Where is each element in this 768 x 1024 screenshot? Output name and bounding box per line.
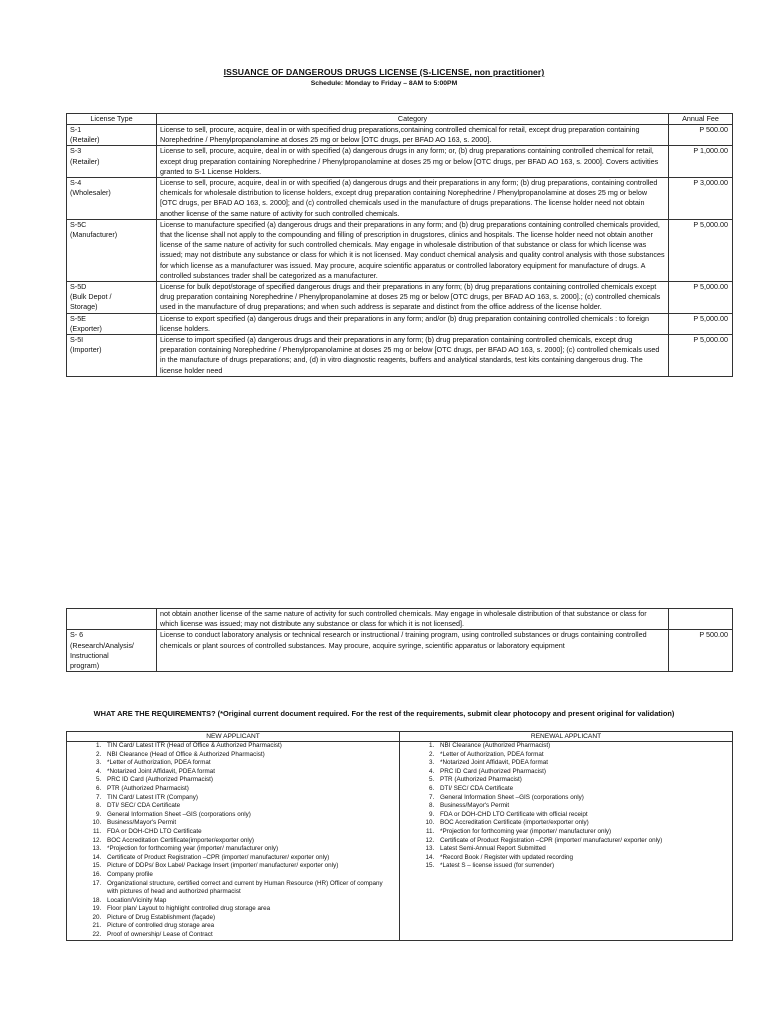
license-type: S-5D (Bulk Depot / Storage) [67, 282, 157, 314]
requirement-item: 17. Organizational structure, certified correct and current by Human Resource (HR) Officer of company with pictures of head and authorized pharmacist [103, 880, 395, 897]
requirements-heading: WHAT ARE THE REQUIREMENTS? (*Original current document required. For the rest of the requirements, submit clear photocopy and present original for validation) [93, 709, 675, 718]
annual-fee: P 3,000.00 [669, 178, 733, 220]
requirement-item: 1. NBI Clearance (Authorized Pharmacist) [436, 742, 728, 751]
license-row-s6 [67, 630, 733, 672]
header-annual-fee: Annual Fee [669, 114, 733, 125]
license-category: License to export specified (a) dangerous drugs and their preparations in any form; and/or (b) drug preparation containing controlled chemicals : to foreign license holders. [157, 313, 669, 334]
document-title: ISSUANCE OF DANGEROUS DRUGS LICENSE (S-LICENSE, non practitioner) [223, 67, 545, 77]
new-applicant-list [67, 742, 399, 940]
license-category: License to sell, procure, acquire, deal in or with specified (a) dangerous drugs in any form; or, (b) drug preparations containing controlled chemical for retail, except drug preparation containing Norephedrine / Phenylpropanolamine at doses 25 mg or below [OTC drugs, per BFAD AO 163, s. 2000]. Covers activities granted to S-1 License Holders. [157, 146, 669, 178]
requirement-item: 9. FDA or DOH-CHD LTO Certificate with official receipt [436, 811, 728, 820]
license-table-header [67, 114, 733, 125]
requirement-item: 15. *Latest S – license issued (for surrender) [436, 862, 728, 871]
requirement-item: 2. *Letter of Authorization, PDEA format [436, 751, 728, 760]
requirement-item: 11. *Projection for forthcoming year (importer/ manufacturer only) [436, 828, 728, 837]
requirement-item: 12. Certificate of Product Registration –CPR (importer/ manufacturer/ exporter only) [436, 837, 728, 846]
renewal-applicant-cell [400, 742, 733, 941]
requirement-item: 3. *Letter of Authorization, PDEA format [103, 759, 395, 768]
requirement-item: 7. TIN Card/ Latest ITR (Company) [103, 794, 395, 803]
license-row-s5c [67, 219, 733, 281]
license-category: License to conduct laboratory analysis or technical research or instructional / training program, using controlled substances or drugs containing controlled chemicals or plant sources of controlled substances. May procure, acquire syringe, scientific apparatus or laboratory equipment [157, 630, 669, 672]
annual-fee: P 5,000.00 [669, 335, 733, 377]
requirement-item: 6. DTI/ SEC/ CDA Certificate [436, 785, 728, 794]
header-category: Category [157, 114, 669, 125]
requirement-item: 14. Certificate of Product Registration –CPR (importer/ manufacturer/ exporter only) [103, 854, 395, 863]
requirement-item: 2. NBI Clearance (Head of Office & Authorized Pharmacist) [103, 751, 395, 760]
requirement-item: 5. PTR (Authorized Pharmacist) [436, 776, 728, 785]
requirement-item: 8. DTI/ SEC/ CDA Certificate [103, 802, 395, 811]
requirements-lists-row [67, 742, 733, 941]
license-category: License for bulk depot/storage of specified dangerous drugs and their preparations in any form; (b) drug preparations containing controlled chemicals except drug preparation containing Norephedrine / Phenylpropanolamine at doses 25 mg or below [OTC drugs, per BFAD AO 163, s. 2000].; (c) controlled chemicals used in the manufacture of drug preparations; and when such address is separate and distinct from the office address of the license holder. [157, 282, 669, 314]
requirement-item: 7. General Information Sheet –GIS (corporations only) [436, 794, 728, 803]
annual-fee: P 500.00 [669, 125, 733, 146]
license-type: S-1 (Retailer) [67, 125, 157, 146]
requirement-item: 6. PTR (Authorized Pharmacist) [103, 785, 395, 794]
requirement-item: 16. Company profile [103, 871, 395, 880]
requirement-item: 10. BOC Accreditation Certificate (importer/exporter only) [436, 819, 728, 828]
license-category: License to import specified (a) dangerous drugs and their preparations in any form; (b) drug preparation containing controlled chemicals, except drug preparation containing Norephedrine / Phenylpropanolamine at doses 25 mg or below [OTC drugs, per BFAD AO 163, s. 2000]; (c) controlled chemicals used in the manufacture of drugs preparations; and, (d) in vitro diagnostic reagents, buffers and analytical standards, test kits containing dangerous drug. The license holder need [157, 335, 669, 377]
requirement-item: 4. PRC ID Card (Authorized Pharmacist) [436, 768, 728, 777]
license-type [67, 609, 157, 630]
license-category: not obtain another license of the same nature of activity for such controlled chemicals. May engage in wholesale distribution of that substance or class for which license was issued; may not distribute any substance or class for which it is not licensed]. [157, 609, 669, 630]
license-category: License to sell, procure, acquire, deal in or with specified drug preparations,containing controlled chemical for retail, except drug preparation containing Norephedrine / Phenylpropanolamine at doses 25 mg or below [OTC drugs, per BFAD AO 163, s. 2000]. [157, 125, 669, 146]
annual-fee: P 5,000.00 [669, 219, 733, 281]
requirement-item: 21. Picture of controlled drug storage area [103, 922, 395, 931]
license-table [66, 113, 733, 377]
license-row-s5e [67, 313, 733, 334]
requirement-item: 8. Business/Mayor's Permit [436, 802, 728, 811]
requirements-table-header [67, 732, 733, 742]
license-type: S-5C (Manufacturer) [67, 219, 157, 281]
requirement-item: 18. Location/Vicinity Map [103, 897, 395, 906]
requirement-item: 20. Picture of Drug Establishment (façade) [103, 914, 395, 923]
requirement-item: 15. Picture of DDPs/ Box Label/ Package Insert (importer/ manufacturer/ exporter only) [103, 862, 395, 871]
requirement-item: 10. Business/Mayor's Permit [103, 819, 395, 828]
license-row-s1 [67, 125, 733, 146]
requirement-item: 13. Latest Semi-Annual Report Submitted [436, 845, 728, 854]
renewal-applicant-header: RENEWAL APPLICANT [400, 732, 733, 742]
requirement-item: 12. BOC Accreditation Certificate(importer/exporter only) [103, 837, 395, 846]
license-row-s5d [67, 282, 733, 314]
annual-fee: P 5,000.00 [669, 282, 733, 314]
license-type: S- 6 (Research/Analysis/ Instructional program) [67, 630, 157, 672]
license-category: License to manufacture specified (a) dangerous drugs and their preparations in any form; and (b) drug preparations containing controlled chemicals provided, that the license shall not apply to the compounding and filling of prescription in drugstores, clinics and hospitals. The license holder need not obtain another license of the same nature of activity for such controlled chemicals. May engage in wholesale distribution of that substance or class for which license was issued; may not distribute any substance or class for which it is not licensed. May conduct chemical analysis and quality control analysis with those substances for which license as a manufacturer was issued. May procure, acquire scientific apparatus or controlled laboratory equipment for manufacture of drugs. A controlled substances trader shall be categorized as a manufacturer. [157, 219, 669, 281]
license-row-s5i-continued [67, 609, 733, 630]
license-row-s3 [67, 146, 733, 178]
license-table-continued [66, 608, 733, 672]
requirement-item: 19. Floor plan/ Layout to highlight controlled drug storage area [103, 905, 395, 914]
requirement-item: 3. *Notarized Joint Affidavit, PDEA format [436, 759, 728, 768]
annual-fee: P 5,000.00 [669, 313, 733, 334]
annual-fee [669, 609, 733, 630]
requirement-item: 4. *Notarized Joint Affidavit, PDEA format [103, 768, 395, 777]
new-applicant-header: NEW APPLICANT [67, 732, 400, 742]
requirement-item: 9. General Information Sheet –GIS (corporations only) [103, 811, 395, 820]
license-type: S-3 (Retailer) [67, 146, 157, 178]
license-type: S-5I (Importer) [67, 335, 157, 377]
annual-fee: P 500.00 [669, 630, 733, 672]
requirement-item: 11. FDA or DOH-CHD LTO Certificate [103, 828, 395, 837]
requirement-item: 22. Proof of ownership/ Lease of Contract [103, 931, 395, 940]
license-category: License to sell, procure, acquire, deal in or with specified (a) dangerous drugs and their preparations in any form; (b) drug preparations, containing controlled chemicals for wholesale distribution to license holders, except drug preparation containing Norephedrine / Phenylpropanolamine at doses 25 mg or below [OTC drugs, per BFAD AO 163, s. 2000]; and (c) controlled chemicals used in the manufacture of drugs preparations. The license holder need not obtain another license of the same nature of activity for such controlled chemicals. [157, 178, 669, 220]
requirement-item: 14. *Record Book / Register with updated recording [436, 854, 728, 863]
license-row-s5i [67, 335, 733, 377]
annual-fee: P 1,000.00 [669, 146, 733, 178]
requirement-item: 1. TIN Card/ Latest ITR (Head of Office & Authorized Pharmacist) [103, 742, 395, 751]
new-applicant-cell [67, 742, 400, 941]
renewal-applicant-list [400, 742, 732, 871]
requirements-table [66, 731, 733, 941]
license-type: S-5E (Exporter) [67, 313, 157, 334]
schedule-subtitle: Schedule: Monday to Friday – 8AM to 5:00PM [310, 80, 458, 87]
requirement-item: 5. PRC ID Card (Authorized Pharmacist) [103, 776, 395, 785]
license-type: S-4 (Wholesaler) [67, 178, 157, 220]
license-row-s4 [67, 178, 733, 220]
header-license-type: License Type [67, 114, 157, 125]
requirement-item: 13. *Projection for forthcoming year (importer/ manufacturer only) [103, 845, 395, 854]
